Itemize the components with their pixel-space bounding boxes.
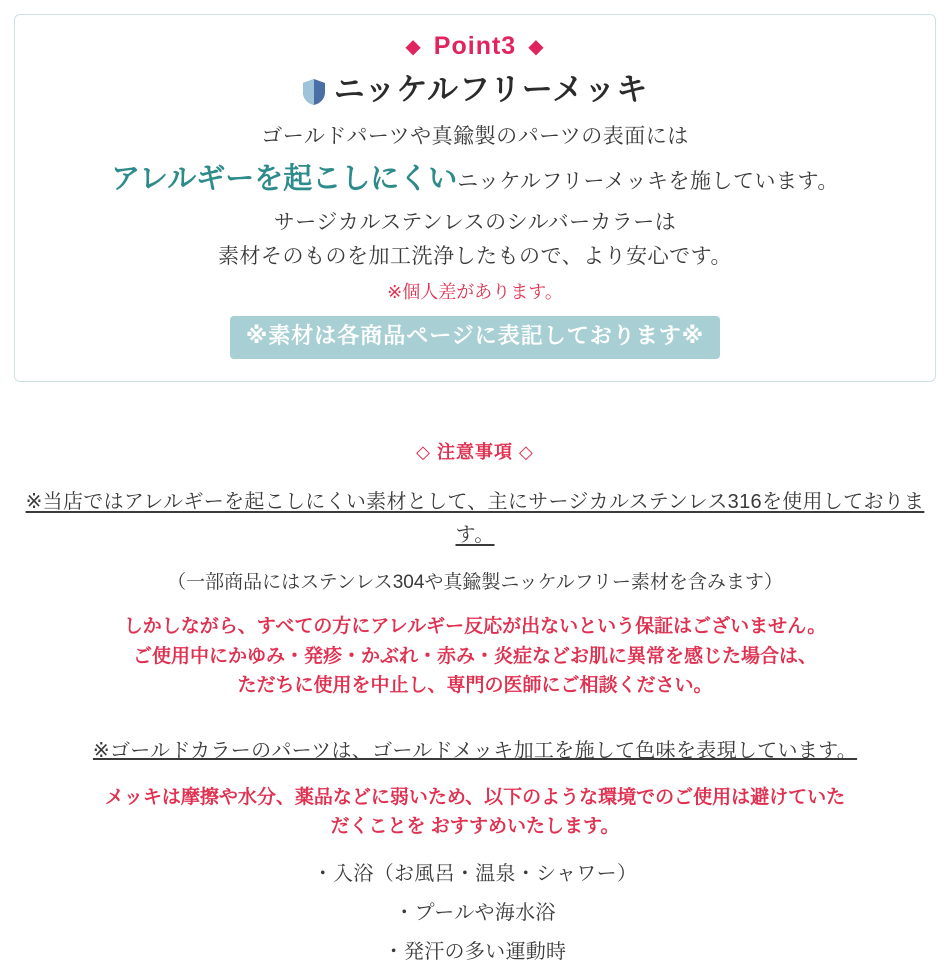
point3-card — [14, 14, 936, 382]
avoid-environments-list — [8, 855, 942, 972]
list-item: ・発汗の多い運動時 — [8, 933, 942, 972]
note-block-2 — [8, 735, 942, 972]
point3-title-row — [35, 33, 915, 61]
diamond-left-icon: ◆ — [405, 37, 421, 57]
note-warn-1-line-3: ただちに使用を中止し、専門の医師にご相談ください。 — [8, 671, 942, 700]
point3-heading-row — [35, 71, 915, 108]
material-badge: ※素材は各商品ページに表記しております※ — [230, 316, 720, 358]
note-warn-1-line-2: ご使用中にかゆみ・発疹・かぶれ・赤み・炎症などお肌に異常を感じた場合は、 — [8, 642, 942, 671]
notes-title: ◇ 注意事項 ◇ — [8, 438, 942, 464]
point3-line-3: サージカルステンレスのシルバーカラーは — [35, 206, 915, 240]
point3-line-4: 素材そのものを加工洗浄したもので、より安心です。 — [35, 240, 915, 274]
list-item: ・入浴（お風呂・温泉・シャワー） — [8, 855, 942, 894]
note-warn-1 — [8, 612, 942, 700]
allergy-highlight-text: アレルギーを起こしにくい — [111, 163, 457, 195]
list-item: ・プールや海水浴 — [8, 894, 942, 933]
point3-line-2 — [35, 157, 915, 202]
page-root — [0, 14, 950, 964]
note-sub-1: （一部商品にはステンレス304や真鍮製ニッケルフリー素材を含みます） — [8, 568, 942, 598]
material-badge-wrap — [35, 306, 915, 358]
notes-section — [0, 438, 950, 972]
note-main-2 — [8, 735, 942, 767]
note-main-1 — [8, 486, 942, 552]
note-warn-2: メッキは摩擦や水分、薬品などに弱いため、以下のような環境でのご使用は避けていただくことを おすすめいたします。 — [8, 783, 942, 842]
note-warn-1-line-1: しかしながら、すべての方にアレルギー反応が出ないという保証はございません。 — [8, 612, 942, 641]
point3-heading-text: ニッケルフリーメッキ — [334, 71, 648, 108]
note-block-1 — [8, 486, 942, 701]
allergy-rest-text: ニッケルフリーメッキを施しています。 — [457, 170, 839, 193]
note-main-1-text: ※当店ではアレルギーを起こしにくい素材として、主にサージカルステンレス316を使用しております。 — [26, 491, 925, 546]
point3-label: Point3 — [434, 33, 516, 61]
diamond-right-icon: ◆ — [528, 37, 544, 57]
point3-line-1: ゴールドパーツや真鍮製のパーツの表面には — [35, 120, 915, 154]
note-main-2-text: ※ゴールドカラーのパーツは、ゴールドメッキ加工を施して色味を表現しています。 — [93, 740, 857, 762]
shield-icon — [302, 77, 326, 105]
individual-difference-note: ※個人差があります。 — [35, 279, 915, 306]
